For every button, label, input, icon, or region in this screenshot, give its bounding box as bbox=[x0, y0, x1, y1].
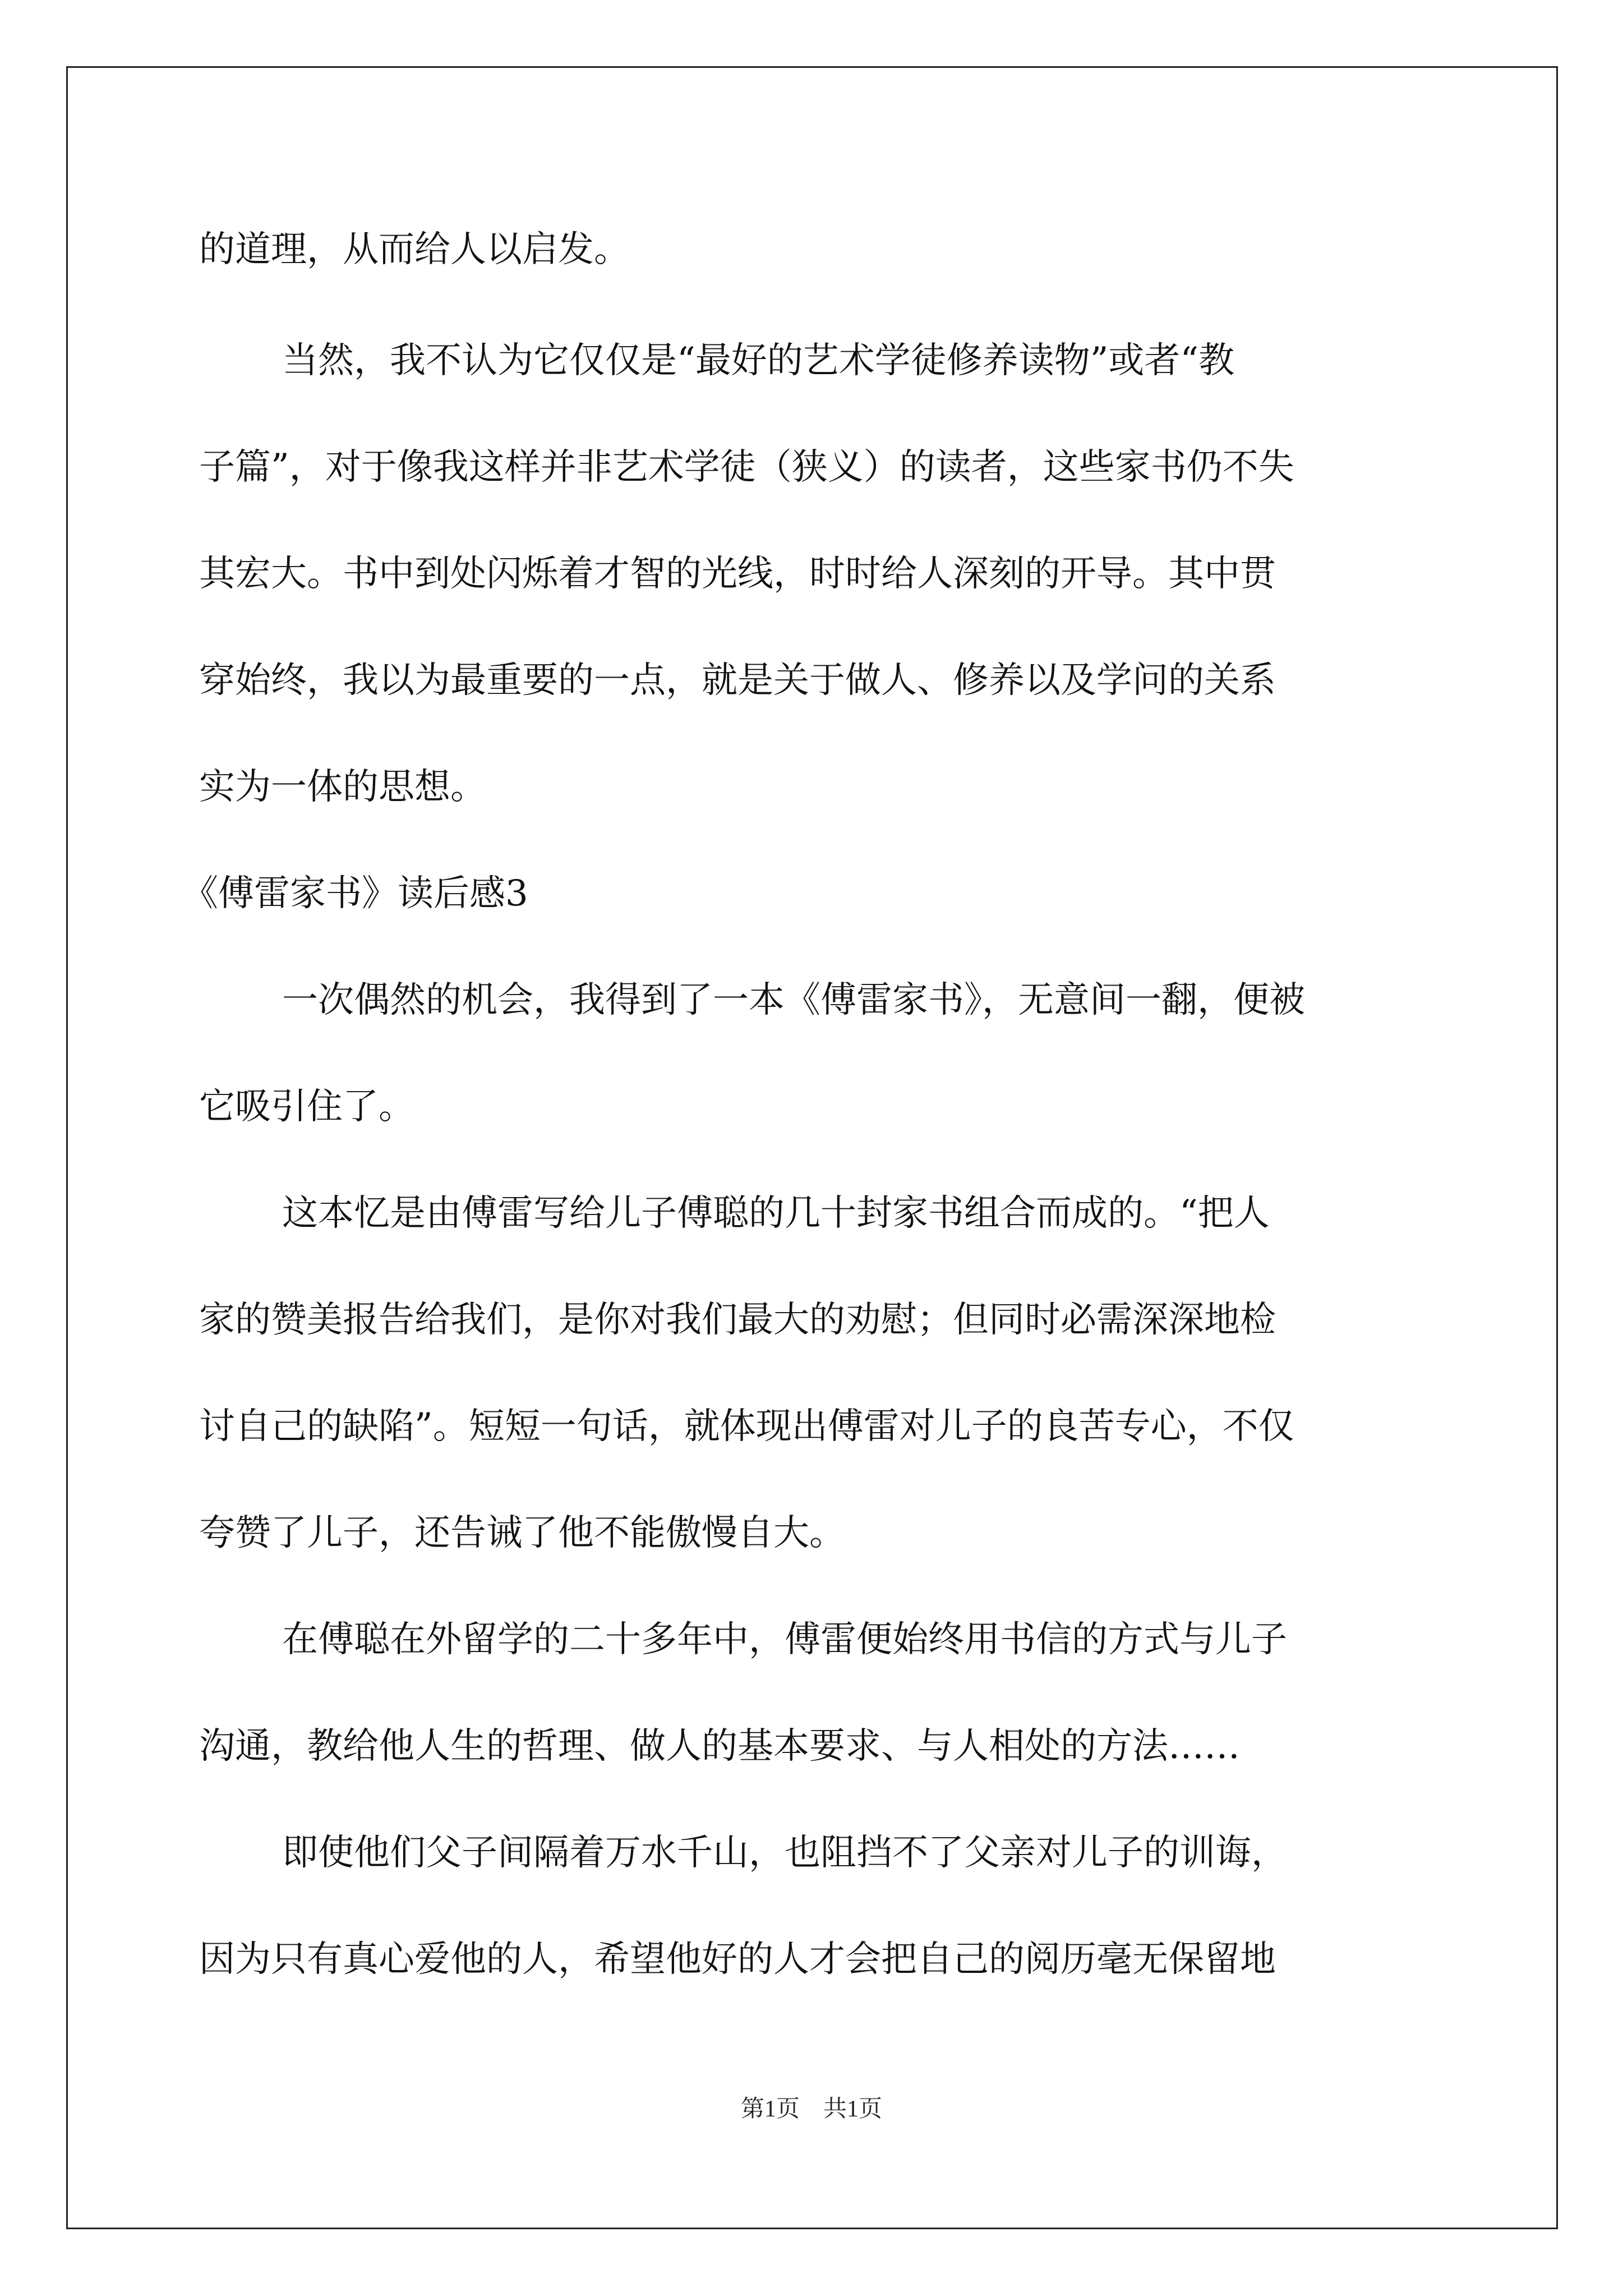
paragraph-line: 穿始终，我以为最重要的一点，就是关于做人、修养以及学问的关系 bbox=[199, 660, 1276, 701]
paragraph-line: 在傅聪在外留学的二十多年中，傅雷便始终用书信的方式与儿子 bbox=[282, 1619, 1287, 1660]
paragraph-line: 子篇”，对于像我这样并非艺术学徒（狭义）的读者，这些家书仍不失 bbox=[199, 447, 1294, 488]
paragraph-line: 实为一体的思想。 bbox=[199, 766, 486, 808]
paragraph-line: 夸赞了儿子，还告诫了他不能傲慢自大。 bbox=[199, 1512, 845, 1554]
page-border bbox=[66, 66, 1558, 2229]
paragraph-line: 因为只有真心爱他的人，希望他好的人才会把自己的阅历毫无保留地 bbox=[199, 1939, 1276, 1980]
paragraph-line: 家的赞美报告给我们，是你对我们最大的劝慰；但同时必需深深地检 bbox=[199, 1299, 1276, 1341]
paragraph-line: 沟通，教给他人生的哲理、做人的基本要求、与人相处的方法…… bbox=[199, 1726, 1240, 1767]
section-heading: 《傅雷家书》读后感3 bbox=[182, 873, 528, 914]
page-number-footer: 第1页 共1页 bbox=[740, 2096, 882, 2122]
paragraph-line: 这本忆是由傅雷写给儿子傅聪的几十封家书组合而成的。“把人 bbox=[282, 1193, 1270, 1234]
paragraph-line: 讨自己的缺陷”。短短一句话，就体现出傅雷对儿子的良苦专心，不仅 bbox=[199, 1406, 1294, 1447]
paragraph-line: 即使他们父子间隔着万水千山，也阻挡不了父亲对儿子的训诲， bbox=[282, 1832, 1287, 1874]
paragraph-line: 一次偶然的机会，我得到了一本《傅雷家书》，无意间一翻，便被 bbox=[282, 979, 1305, 1021]
paragraph-line: 它吸引住了。 bbox=[199, 1086, 414, 1128]
paragraph-line: 其宏大。书中到处闪烁着才智的光线，时时给人深刻的开导。其中贯 bbox=[199, 553, 1276, 595]
paragraph-line: 当然，我不认为它仅仅是“最好的艺术学徒修养读物”或者“教 bbox=[282, 340, 1235, 381]
paragraph-line: 的道理，从而给人以启发。 bbox=[199, 229, 630, 270]
